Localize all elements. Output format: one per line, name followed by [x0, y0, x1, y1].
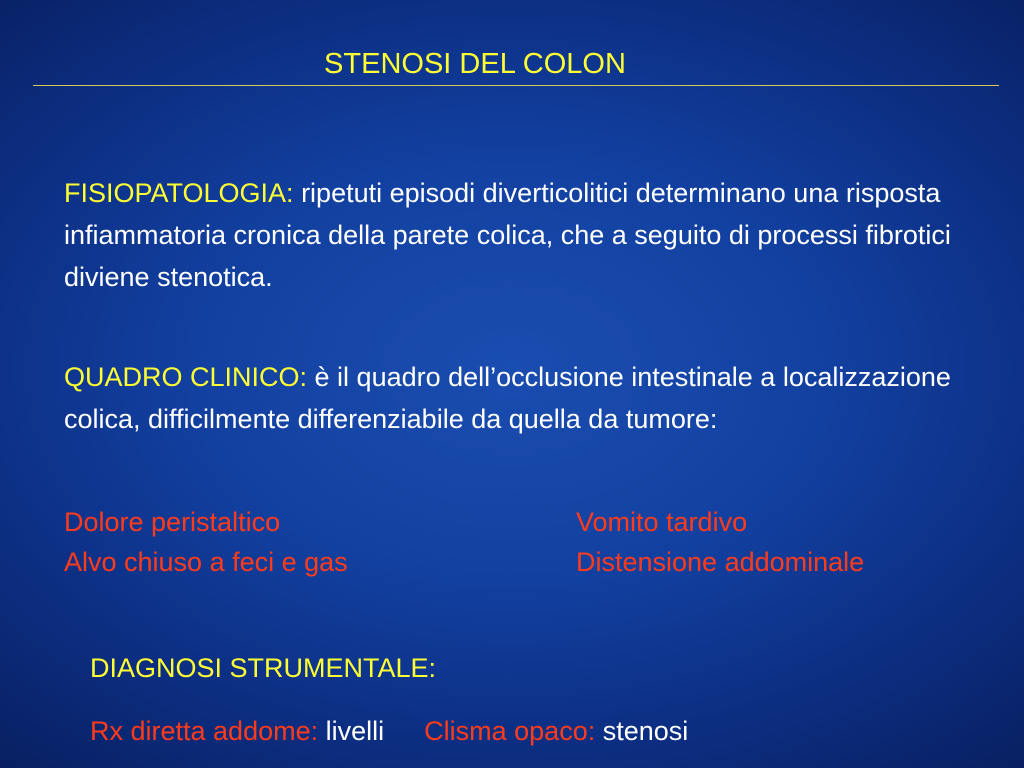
fisiopatologia-text: ripetuti episodi diverticolitici determinano una risposta infiammatoria cronica della parete colica, che a seguito di processi fibrotici diviene stenotica.: [64, 178, 951, 292]
quadro-clinico-label: QUADRO CLINICO:: [64, 362, 308, 392]
rx-value: livelli: [318, 716, 385, 746]
clisma-value: stenosi: [595, 716, 689, 746]
fisiopatologia-paragraph: [64, 172, 964, 298]
diagnosi-heading: DIAGNOSI STRUMENTALE:: [90, 653, 437, 683]
clisma-label: Clisma opaco:: [424, 716, 596, 746]
symptom-vomito-tardivo: Vomito tardivo: [576, 507, 748, 537]
symptom-alvo-chiuso: Alvo chiuso a feci e gas: [64, 547, 348, 577]
quadro-clinico-paragraph: [64, 356, 964, 440]
symptom-dolore-peristaltico: Dolore peristaltico: [64, 507, 281, 537]
rx-label: Rx diretta addome:: [90, 716, 319, 746]
symptom-distensione-addominale: Distensione addominale: [576, 547, 865, 577]
title-divider: [33, 85, 999, 86]
slide-title: STENOSI DEL COLON: [324, 48, 626, 80]
fisiopatologia-label: FISIOPATOLOGIA:: [64, 178, 294, 208]
diagnosi-details: [90, 711, 688, 751]
quadro-clinico-text: è il quadro dell’occlusione intestinale a localizzazione colica, difficilmente differenziabile da quella da tumore:: [64, 362, 951, 434]
